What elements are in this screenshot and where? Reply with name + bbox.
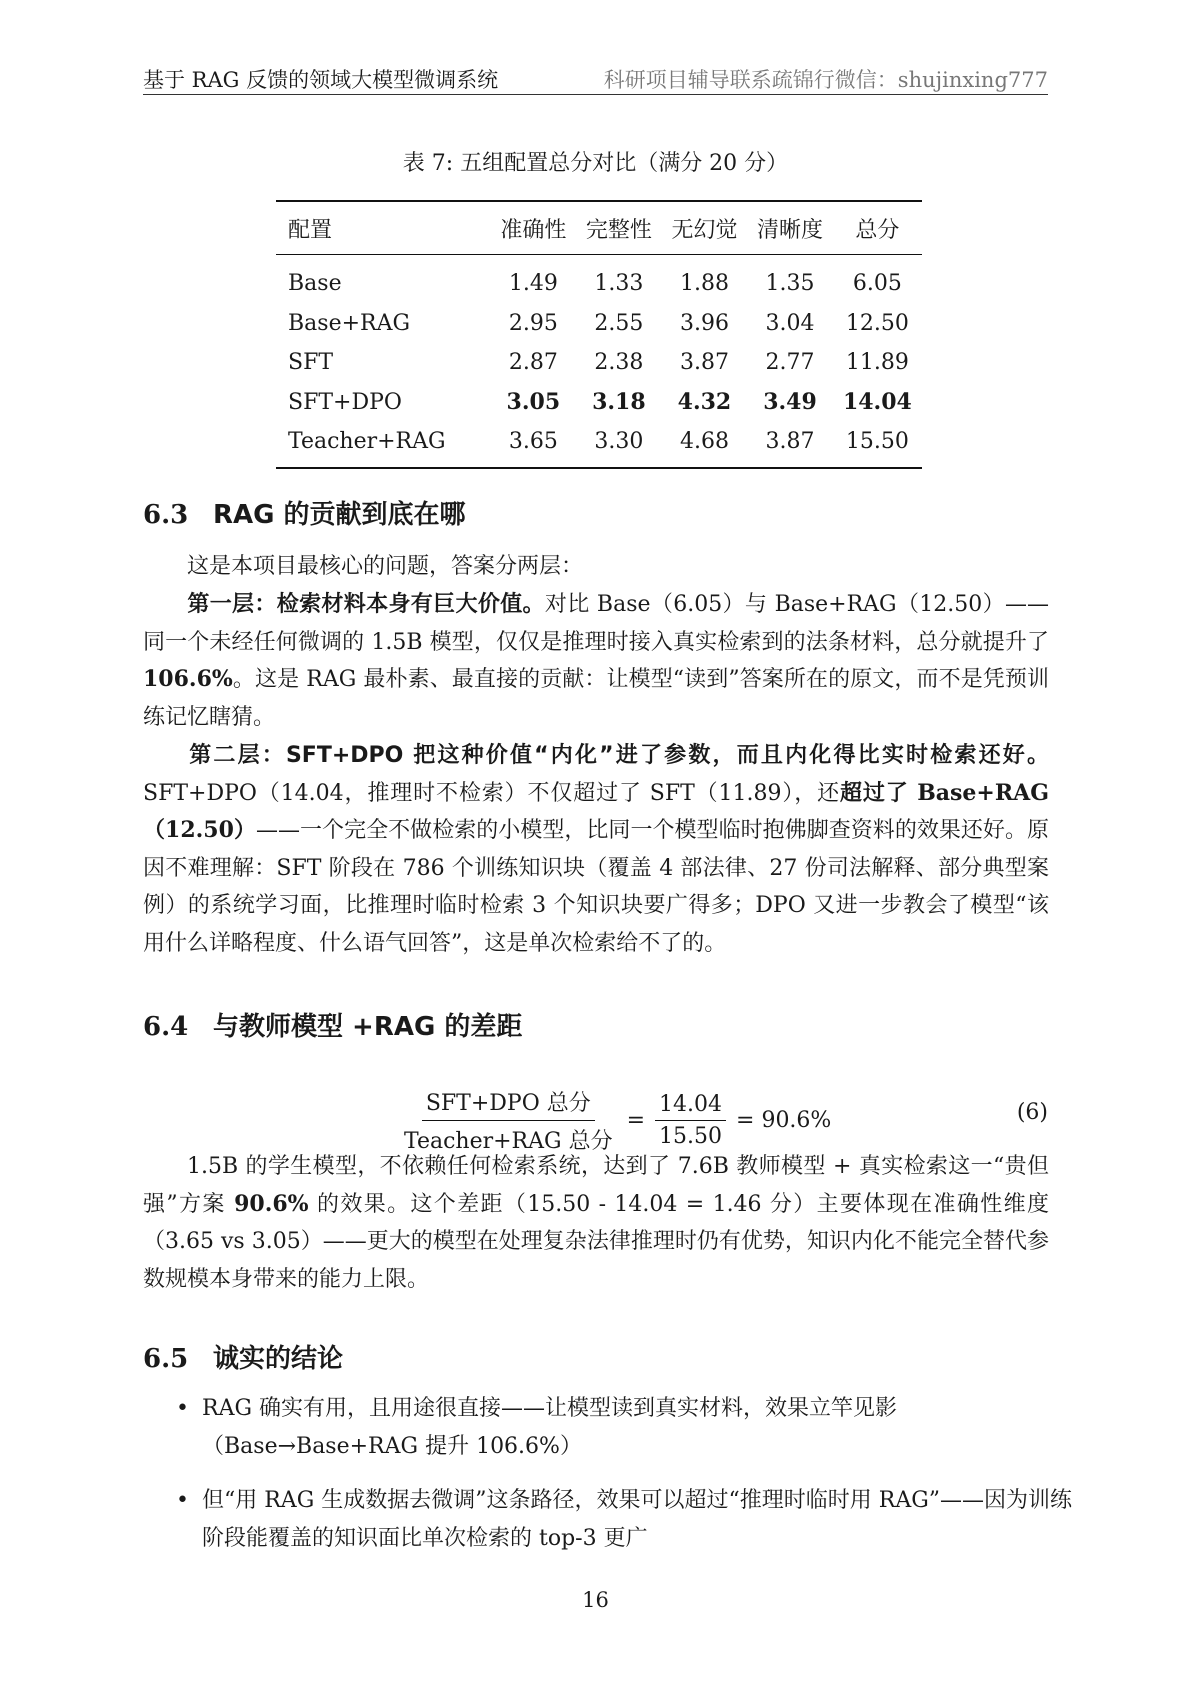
cell-completeness: 2.55: [594, 310, 644, 336]
cell-accuracy: 3.05: [506, 389, 561, 416]
cell-accuracy: 1.49: [508, 271, 558, 297]
cell-total: 15.50: [833, 422, 922, 468]
table-row: [276, 304, 922, 344]
col-header-config: 配置: [276, 201, 491, 255]
layer-one-percent: 106.6%: [143, 666, 233, 692]
bullet-text: RAG 确实有用，且用途很直接——让模型读到真实材料，效果立竿见影（Base→Base+RAG 提升 106.6%）: [202, 1396, 898, 1459]
cell-accuracy: 2.95: [508, 310, 558, 336]
table-row-highlight: [276, 383, 922, 423]
table-row: [276, 343, 922, 383]
paragraph-intro: [143, 548, 1049, 586]
cell-total: 6.05: [852, 271, 902, 297]
intro-text: 这是本项目最核心的问题，答案分两层：: [187, 554, 584, 579]
equation-number: (6): [1016, 1100, 1048, 1125]
layer-one-lead: 第一层：检索材料本身有巨大价值。: [187, 592, 545, 617]
cell-completeness: 3.30: [576, 422, 662, 468]
running-header-title: 基于 RAG 反馈的领域大模型微调系统: [143, 68, 499, 92]
section-heading-6-5: [143, 1338, 343, 1375]
section-heading-6-3: [143, 494, 466, 531]
cell-no-hallucination: 1.88: [679, 271, 729, 297]
row-config: SFT: [288, 350, 334, 376]
denominator-value: 15.50: [659, 1124, 723, 1149]
col-header-accuracy: 准确性: [491, 201, 577, 255]
cell-no-hallucination: 4.32: [677, 389, 732, 416]
table-row: [276, 255, 922, 304]
cell-total: 11.89: [845, 350, 909, 376]
paragraph-teacher-gap: [143, 1148, 1049, 1298]
section-heading-6-4: [143, 1006, 522, 1043]
col-header-completeness: 完整性: [576, 201, 662, 255]
cell-accuracy: 3.65: [491, 422, 577, 468]
section-title: 诚实的结论: [213, 1344, 344, 1374]
col-header-clarity: 清晰度: [747, 201, 833, 255]
cell-no-hallucination: 3.96: [679, 310, 729, 336]
cell-total: 14.04: [842, 389, 912, 416]
list-item: [178, 1482, 1078, 1557]
cell-clarity: 3.87: [747, 422, 833, 468]
col-header-total: 总分: [833, 201, 922, 255]
config-score-table: [276, 200, 922, 469]
layer-one-text-a: 对比 Base（6.05）与 Base+RAG（12.50）——同一个未经任何微调的 1.5B 模型，仅仅是推理时接入真实检索到的法条材料，总分就提升了: [143, 592, 1049, 655]
table-caption: 表 7: 五组配置总分对比（满分 20 分）: [402, 151, 789, 176]
numerator-label: SFT+DPO 总分: [422, 1086, 595, 1121]
cell-total: 12.50: [845, 310, 909, 336]
denominator-label: Teacher+RAG 总分: [404, 1129, 613, 1154]
layer-two-text-b: ——一个完全不做检索的小模型，比同一个模型临时抱佛脚查资料的效果还好。原因不难理解：SFT 阶段在 786 个训练知识块（覆盖 4 部法律、27 份司法解释、部分典型案例）的系统学习面，比推理时临时检索 3 个知识块要广得多；DPO 又进一步教会了模型“该用什么详略程度、什么语气回答”，这是单次检索给不了的。: [143, 818, 1049, 956]
bullet-icon: •: [176, 1488, 189, 1513]
row-config: SFT+DPO: [288, 389, 402, 415]
section-title: 与教师模型 +RAG 的差距: [213, 1012, 523, 1042]
cell-clarity: 2.77: [765, 350, 815, 376]
section-number: 6.5: [143, 1344, 189, 1374]
cell-completeness: 1.33: [594, 271, 644, 297]
cell-clarity: 3.04: [765, 310, 815, 336]
layer-one-text-b: 。这是 RAG 最朴素、最直接的贡献：让模型“读到”答案所在的原文，而不是凭预训练记忆瞎猜。: [143, 667, 1049, 730]
cell-completeness: 3.18: [592, 389, 646, 416]
section-number: 6.4: [143, 1012, 189, 1042]
numerator-value: 14.04: [655, 1092, 726, 1121]
page-number: 16: [582, 1588, 609, 1612]
equation-result: = 90.6%: [736, 1108, 832, 1133]
row-config: Teacher+RAG: [276, 422, 491, 468]
layer-two-text-a: SFT+DPO（14.04，推理时不检索）不仅超过了 SFT（11.89），还: [143, 780, 841, 806]
header-rule: [143, 94, 1048, 95]
equation-ratio: [400, 1086, 831, 1155]
section-number: 6.3: [143, 500, 189, 530]
paragraph-layer-one: [143, 586, 1049, 736]
gap-percent: 90.6%: [234, 1190, 309, 1217]
row-config: Base+RAG: [288, 310, 411, 336]
cell-no-hallucination: 4.68: [662, 422, 748, 468]
bullet-icon: •: [176, 1396, 189, 1421]
row-config: Base: [288, 271, 342, 297]
section-title: RAG 的贡献到底在哪: [213, 500, 466, 530]
gap-text-b: 的效果。这个差距（15.50 - 14.04 = 1.46 分）主要体现在准确性维度（3.65 vs 3.05）——更大的模型在处理复杂法律推理时仍有优势，知识内化不能完全替代参数规模本身带来的能力上限。: [143, 1191, 1049, 1292]
layer-two-lead: 第二层：SFT+DPO 把这种价值“内化”进了参数，而且内化得比实时检索还好。: [187, 743, 1049, 768]
fraction-values: [655, 1092, 726, 1149]
bullet-text: 但“用 RAG 生成数据去微调”这条路径，效果可以超过“推理时临时用 RAG”——因为训练阶段能覆盖的知识面比单次检索的 top-3 更广: [202, 1488, 1073, 1551]
list-item: [178, 1390, 1078, 1465]
cell-clarity: 1.35: [765, 271, 815, 297]
gap-text-a: 1.5B 的学生模型，不依赖任何检索系统，达到了 7.6B 教师模型 + 真实检索这一“贵但强”方案: [143, 1154, 1049, 1217]
table-header-row: [276, 201, 922, 255]
col-header-no-hallucination: 无幻觉: [662, 201, 748, 255]
equals-sign: =: [626, 1108, 646, 1133]
cell-accuracy: 2.87: [508, 350, 558, 376]
paragraph-layer-two: [143, 737, 1049, 962]
running-header-contact: 科研项目辅导联系疏锦行微信：shujinxing777: [603, 68, 1048, 92]
fraction-labels: [400, 1086, 617, 1155]
cell-completeness: 2.38: [594, 350, 644, 376]
cell-clarity: 3.49: [763, 389, 817, 416]
layer-two-emphasis: 超过了 Base+RAG（12.50）: [143, 779, 1049, 843]
table-row: [276, 422, 922, 468]
cell-no-hallucination: 3.87: [679, 350, 729, 376]
